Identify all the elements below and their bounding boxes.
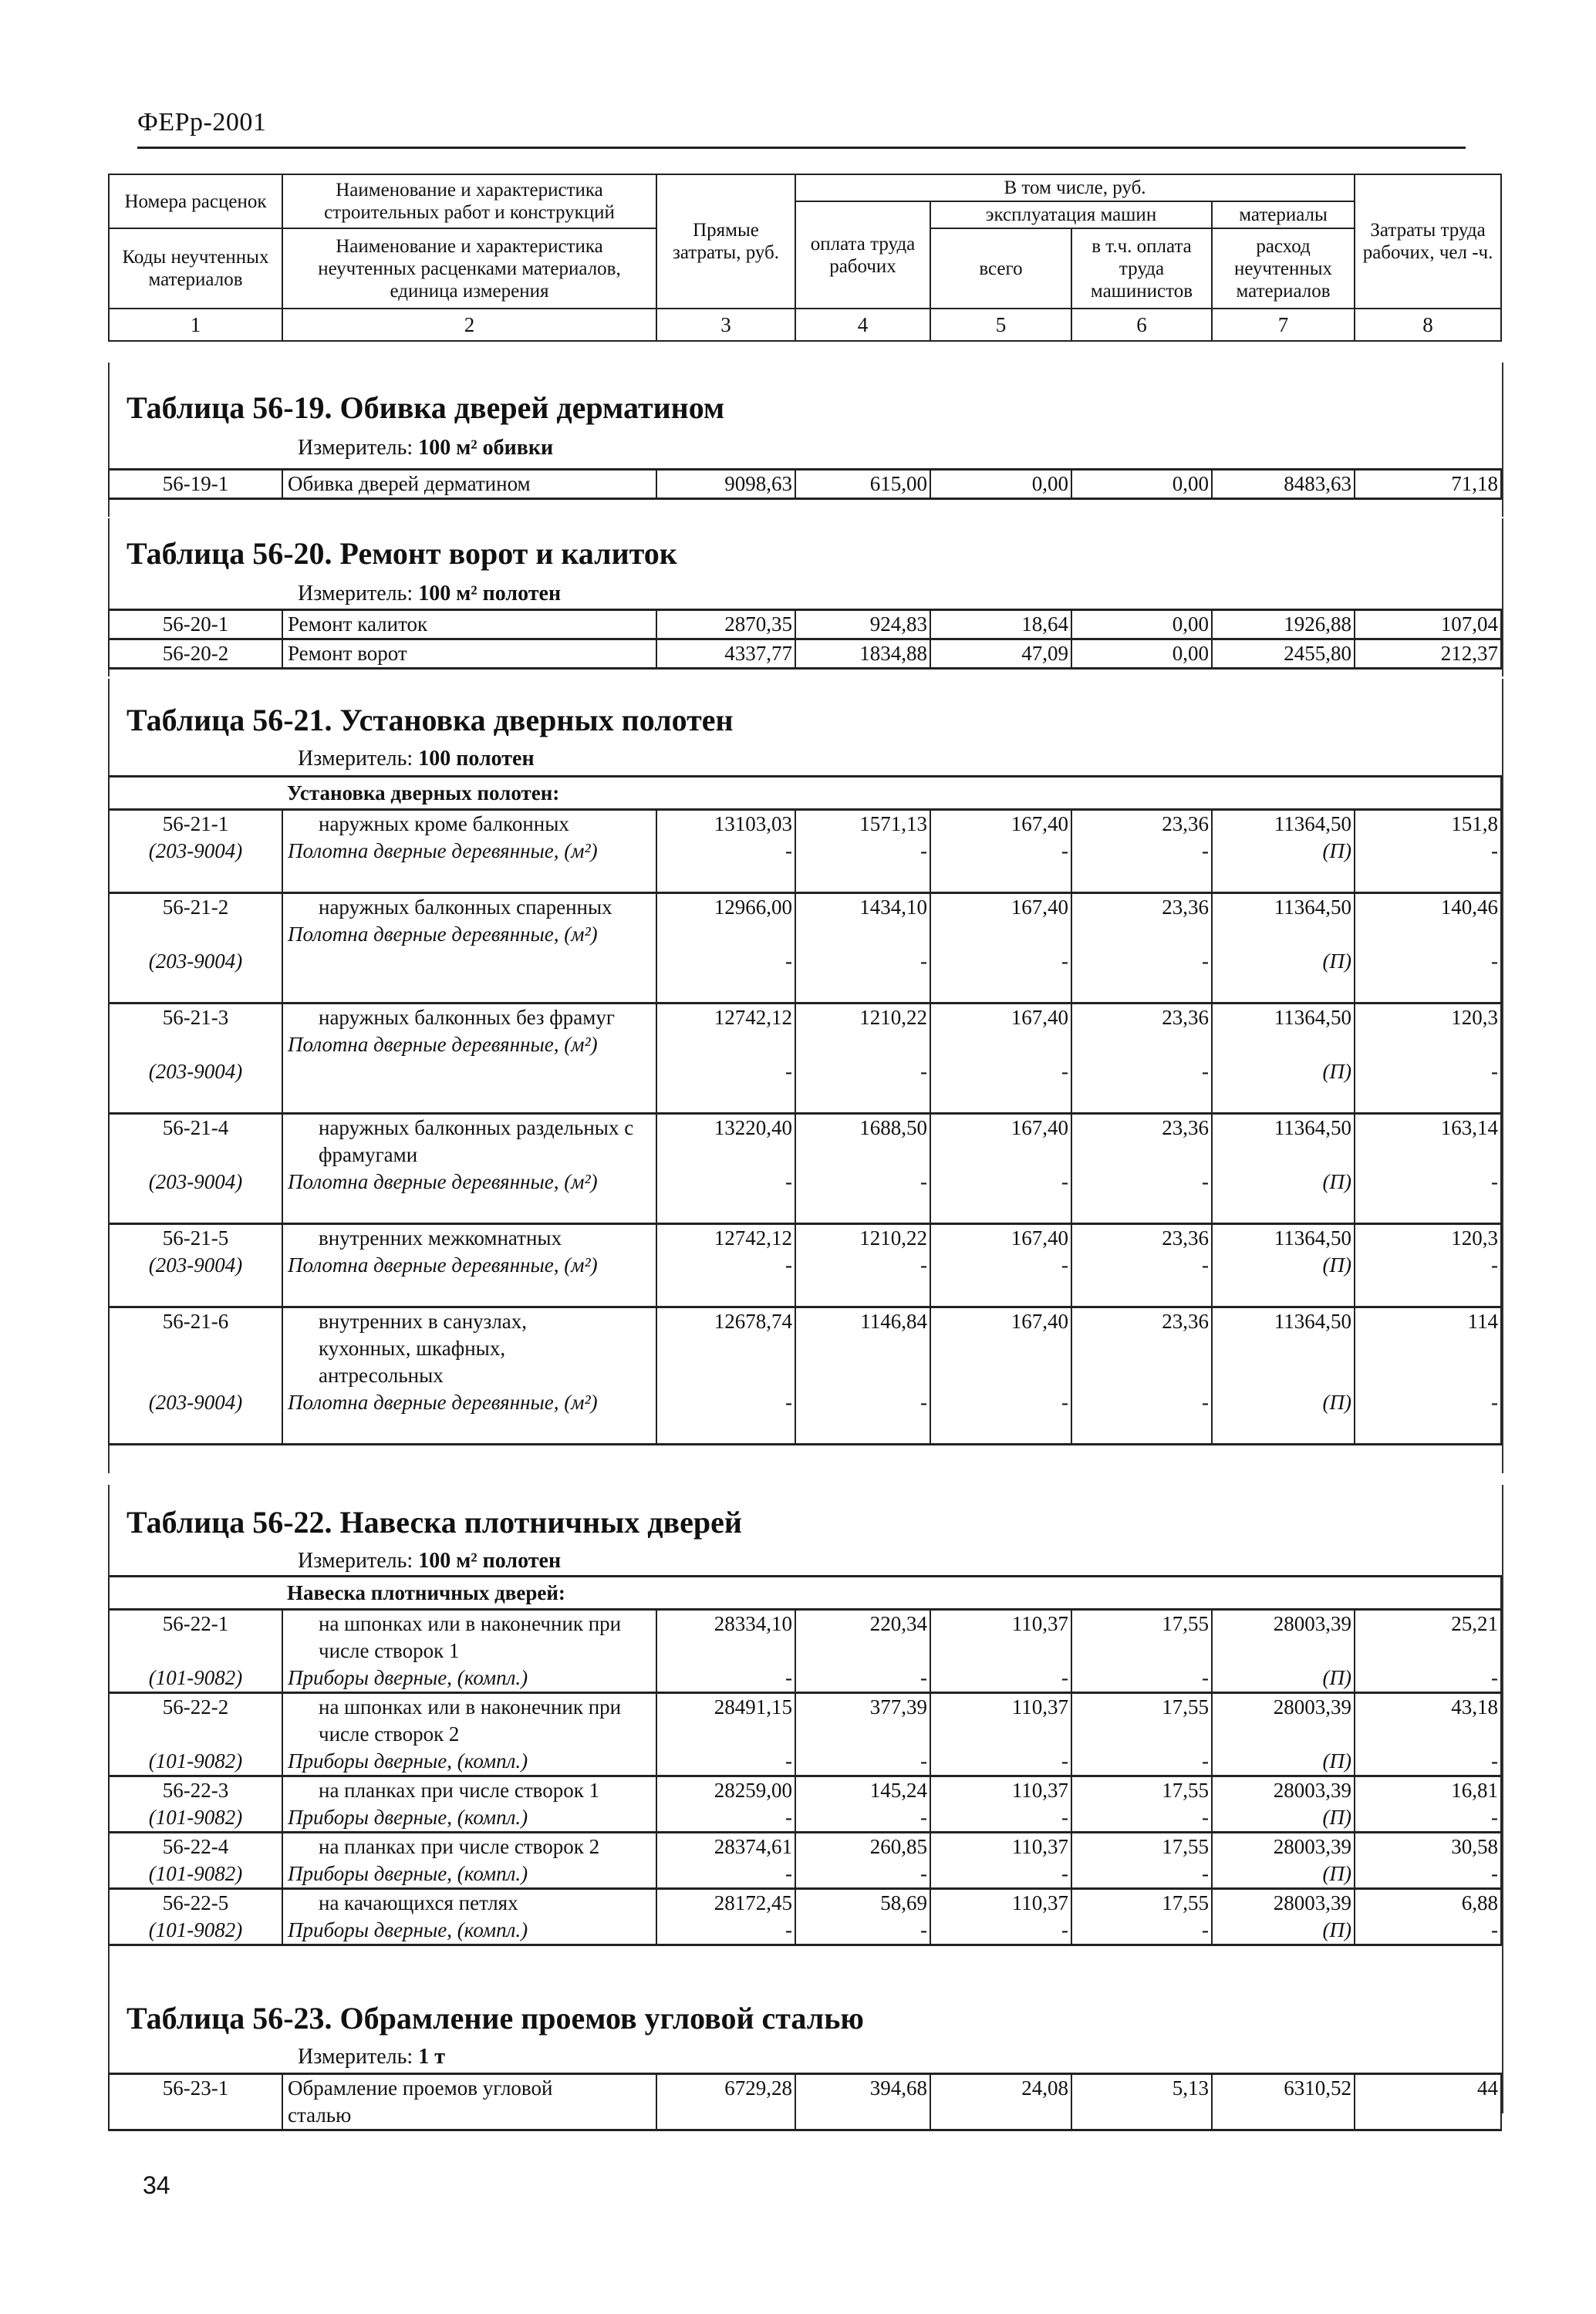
table-unit: Измеритель: 100 м² полотен <box>298 1549 562 1573</box>
table-row <box>109 470 1501 499</box>
direct-costs: 12742,12 <box>714 1226 792 1250</box>
material-code: (101-9082) <box>148 1749 243 1773</box>
col-number: 8 <box>1355 309 1501 341</box>
labor-hours: 44 <box>1355 2074 1501 2130</box>
material-code: (203-9004) <box>148 1253 243 1277</box>
table-row: 56-22-2 (101-9082) на шпонках или в наконечник при числе створок 2 Приборы дверные, (компл.) 28491,15 - 377,39 - 110,37 - 17,55 - 28003,39 (П) 43,18 - <box>109 1693 1501 1776</box>
table-row: 56-22-3 (101-9082) на планках при числе створок 1 Приборы дверные, (компл.) 28259,00 - 145,24 - 110,37 - 17,55 - 28003,39 (П) 16,81 - <box>109 1776 1501 1833</box>
worker-pay: 145,24 <box>869 1779 927 1802</box>
machinist-pay: 5,13 <box>1071 2074 1212 2130</box>
table-row: 56-21-5 (203-9004) внутренних межкомнатных Полотна дверные деревянные, (м²) 12742,12 - 1210,22 - 167,40 - 23,36 - 11364,50 (П) 120,3 - <box>109 1224 1501 1307</box>
direct-costs: 4337,77 <box>656 639 795 669</box>
material-name: Приборы дверные, (компл.) <box>288 1918 528 1941</box>
labor-hours: 25,21 <box>1451 1612 1499 1635</box>
direct-costs: 28374,61 <box>714 1835 792 1858</box>
col-number: 4 <box>795 309 930 341</box>
group-heading: Установка дверных полотен: <box>282 777 1501 810</box>
col-number: 2 <box>282 309 656 341</box>
table-56-20 <box>108 518 1500 676</box>
table-unit: Измеритель: 100 м² полотен <box>298 582 562 605</box>
machines-total: 167,40 <box>1011 1116 1068 1139</box>
table-row <box>109 610 1501 639</box>
rate-code: 56-20-1 <box>109 610 282 639</box>
material-name: Приборы дверные, (компл.) <box>288 1666 528 1689</box>
rates-table <box>108 775 1502 1445</box>
worker-pay: 260,85 <box>869 1835 927 1858</box>
materials: 28003,39 <box>1273 1779 1351 1802</box>
group-row <box>109 1577 1501 1610</box>
labor-hours: 163,14 <box>1440 1116 1499 1139</box>
table-row: 56-22-1 (101-9082) на шпонках или в наконечник при числе створок 1 Приборы дверные, (компл.) 28334,10 - 220,34 - 110,37 - 17,55 - 28003,39 (П) 25,21 - <box>109 1610 1501 1693</box>
col-number: 6 <box>1071 309 1212 341</box>
rate-name: Обрамление проемов угловой сталью <box>282 2074 656 2130</box>
header-machinist-pay: в т.ч. оплата труда машинистов <box>1071 228 1212 309</box>
direct-costs: 9098,63 <box>656 470 795 499</box>
machinist-pay: 17,55 <box>1162 1835 1209 1858</box>
labor-hours: 107,04 <box>1355 610 1501 639</box>
table-row: 56-21-3 (203-9004) наружных балконных без фрамуг Полотна дверные деревянные, (м²) 12742,12 - 1210,22 - 167,40 - 23,36 - 11364,50 (П) 120,3 - <box>109 1004 1501 1114</box>
material-name: Полотна дверные деревянные, (м²) <box>288 839 598 862</box>
material-flag: (П) <box>1322 1170 1351 1193</box>
direct-costs: 2870,35 <box>656 610 795 639</box>
header-rate-numbers: Номера расценок <box>109 174 282 228</box>
rate-name: Ремонт калиток <box>282 610 656 639</box>
material-code: (203-9004) <box>148 1170 243 1193</box>
header-material-usage: расход неучтенных материалов <box>1212 228 1355 309</box>
table-row <box>109 639 1501 669</box>
worker-pay: 394,68 <box>795 2074 930 2130</box>
machinist-pay: 17,55 <box>1162 1612 1209 1635</box>
table-row: 56-22-5 (101-9082) на качающихся петлях Приборы дверные, (компл.) 28172,45 - 58,69 - 110,37 - 17,55 - 28003,39 (П) 6,88 - <box>109 1889 1501 1945</box>
material-code: (203-9004) <box>148 950 243 973</box>
group-row <box>109 777 1501 810</box>
labor-hours: 140,46 <box>1440 896 1499 919</box>
materials: 8483,63 <box>1212 470 1355 499</box>
table-56-23 <box>108 1948 1500 2127</box>
machines-total: 167,40 <box>1011 1310 1068 1333</box>
table-unit: Измеритель: 100 м² обивки <box>298 436 554 460</box>
rate-name: наружных балконных без фрамуг <box>319 1006 615 1029</box>
materials: 11364,50 <box>1274 1116 1351 1139</box>
rate-name: на планках при числе створок 2 <box>319 1835 600 1858</box>
header-work-name: Наименование и характеристика строительных работ и конструкций <box>282 174 656 228</box>
material-flag: (П) <box>1322 1918 1351 1941</box>
machinist-pay: 23,36 <box>1162 896 1209 919</box>
rate-code: 56-21-3 <box>162 1006 229 1029</box>
table-unit: Измеритель: 1 т <box>298 2045 445 2069</box>
table-title: Таблица 56-19. Обивка дверей дерматином <box>127 390 725 425</box>
rate-code: 56-21-6 <box>162 1310 229 1333</box>
materials: 28003,39 <box>1273 1695 1351 1719</box>
rate-code: 56-22-5 <box>162 1891 229 1914</box>
labor-hours: 30,58 <box>1451 1835 1499 1858</box>
table-title: Таблица 56-23. Обрамление проемов угловой сталью <box>127 2001 864 2036</box>
machinist-pay: 17,55 <box>1162 1891 1209 1914</box>
running-head: ФЕРр-2001 <box>137 108 267 137</box>
worker-pay: 1146,84 <box>860 1310 927 1333</box>
machines-total: 167,40 <box>1011 1226 1068 1250</box>
direct-costs: 28491,15 <box>714 1695 792 1719</box>
labor-hours: 151,8 <box>1451 812 1499 835</box>
col-number: 7 <box>1212 309 1355 341</box>
material-code: (101-9082) <box>148 1918 243 1941</box>
rate-code: 56-22-2 <box>162 1695 229 1719</box>
rate-code: 56-21-1 <box>162 812 229 835</box>
material-name: Полотна дверные деревянные, (м²) <box>288 1170 598 1193</box>
worker-pay: 1434,10 <box>859 896 927 919</box>
direct-costs: 12742,12 <box>714 1006 792 1029</box>
direct-costs: 13220,40 <box>714 1116 792 1139</box>
rate-code: 56-22-4 <box>162 1835 229 1858</box>
materials: 11364,50 <box>1274 1310 1351 1333</box>
table-row: 56-22-4 (101-9082) на планках при числе створок 2 Приборы дверные, (компл.) 28374,61 - 260,85 - 110,37 - 17,55 - 28003,39 (П) 30,58 - <box>109 1833 1501 1889</box>
table-row <box>109 2074 1501 2130</box>
header-worker-pay: оплата труда рабочих <box>795 201 930 309</box>
machines-total: 110,37 <box>1011 1779 1068 1802</box>
materials: 28003,39 <box>1273 1891 1351 1914</box>
rates-table <box>108 2073 1502 2131</box>
labor-hours: 212,37 <box>1355 639 1501 669</box>
table-row: 56-21-1 (203-9004) наружных кроме балконных Полотна дверные деревянные, (м²) 13103,03 - 1571,13 - 167,40 - 23,36 - 11364,50 (П) 151,8 - <box>109 810 1501 893</box>
table-56-22 <box>108 1485 1500 1948</box>
worker-pay: 220,34 <box>869 1612 927 1635</box>
materials: 28003,39 <box>1273 1612 1351 1635</box>
machines-total: 167,40 <box>1011 896 1068 919</box>
header-materials: материалы <box>1212 201 1355 228</box>
material-flag: (П) <box>1322 1060 1351 1083</box>
machinist-pay: 17,55 <box>1162 1695 1209 1719</box>
materials: 2455,80 <box>1212 639 1355 669</box>
col-number: 3 <box>656 309 795 341</box>
machines-total: 18,64 <box>930 610 1071 639</box>
rate-code: 56-19-1 <box>109 470 282 499</box>
rate-code: 56-22-1 <box>162 1612 229 1635</box>
material-flag: (П) <box>1322 1806 1351 1829</box>
column-header <box>108 174 1500 342</box>
materials: 11364,50 <box>1274 1006 1351 1029</box>
worker-pay: 615,00 <box>795 470 930 499</box>
worker-pay: 1571,13 <box>859 812 927 835</box>
machines-total: 24,08 <box>930 2074 1071 2130</box>
worker-pay: 1210,22 <box>859 1006 927 1029</box>
table-title: Таблица 56-20. Ремонт ворот и калиток <box>127 536 677 571</box>
machinist-pay: 0,00 <box>1071 639 1212 669</box>
rate-name: на качающихся петлях <box>319 1891 518 1914</box>
rate-code: 56-21-2 <box>162 896 229 919</box>
table-56-21 <box>108 679 1500 1473</box>
material-flag: (П) <box>1322 1749 1351 1773</box>
header-material-names: Наименование и характеристика неучтенных расценками материалов, единица измерения <box>282 228 656 309</box>
labor-hours: 6,88 <box>1461 1891 1499 1914</box>
labor-hours: 16,81 <box>1451 1779 1499 1802</box>
table-title: Таблица 56-22. Навеска плотничных дверей <box>127 1505 742 1540</box>
machines-total: 167,40 <box>1011 812 1068 835</box>
material-name: Приборы дверные, (компл.) <box>288 1862 528 1885</box>
rate-name: наружных балконных спаренных <box>319 896 612 919</box>
labor-hours: 120,3 <box>1451 1006 1499 1029</box>
header-machines: эксплуатация машин <box>930 201 1212 228</box>
header-rule <box>137 147 1466 149</box>
direct-costs: 28259,00 <box>714 1779 792 1802</box>
page-number: 34 <box>143 2171 170 2199</box>
materials: 11364,50 <box>1274 896 1351 919</box>
machines-total: 47,09 <box>930 639 1071 669</box>
machines-total: 110,37 <box>1011 1695 1068 1719</box>
table-row: 56-21-4 (203-9004) наружных балконных раздельных с фрамугами Полотна дверные деревянные, (м²) 13220,40 - 1688,50 - 167,40 - 23,36 - 11364,50 (П) 163,14 - <box>109 1114 1501 1224</box>
labor-hours: 71,18 <box>1355 470 1501 499</box>
header-labor-hours: Затраты труда рабочих, чел -ч. <box>1355 174 1501 309</box>
material-code: (101-9082) <box>148 1862 243 1885</box>
machinist-pay: 0,00 <box>1071 610 1212 639</box>
table-unit: Измеритель: 100 полотен <box>298 747 535 771</box>
col-number: 1 <box>109 309 282 341</box>
material-name: Полотна дверные деревянные, (м²) <box>288 1391 598 1414</box>
machinist-pay: 0,00 <box>1071 470 1212 499</box>
header-machines-total: всего <box>930 228 1071 309</box>
machinist-pay: 23,36 <box>1162 812 1209 835</box>
material-name: Полотна дверные деревянные, (м²) <box>288 1253 598 1277</box>
rates-table <box>108 1575 1502 1946</box>
worker-pay: 924,83 <box>795 610 930 639</box>
rate-name: на планках при числе створок 1 <box>319 1779 600 1802</box>
material-name: Приборы дверные, (компл.) <box>288 1806 528 1829</box>
material-code: (101-9082) <box>148 1806 243 1829</box>
materials: 1926,88 <box>1212 610 1355 639</box>
rate-name: на шпонках или в наконечник при числе створок 1 <box>319 1612 622 1662</box>
rate-name: внутренних межкомнатных <box>319 1226 562 1250</box>
table-row: 56-21-6 (203-9004) внутренних в санузлах, кухонных, шкафных, антресольных Полотна дверные деревянные, (м²) 12678,74 - 1146,84 - 167,40 - 23,36 - 11364,50 (П) 114 - <box>109 1307 1501 1445</box>
material-code: (203-9004) <box>148 1391 243 1414</box>
labor-hours: 43,18 <box>1451 1695 1499 1719</box>
material-name: Полотна дверные деревянные, (м²) <box>288 1033 598 1056</box>
material-code: (203-9004) <box>148 839 243 862</box>
rate-code: 56-21-5 <box>162 1226 229 1250</box>
machinist-pay: 17,55 <box>1162 1779 1209 1802</box>
machines-total: 167,40 <box>1011 1006 1068 1029</box>
worker-pay: 58,69 <box>880 1891 927 1914</box>
rate-name: Обивка дверей дерматином <box>282 470 656 499</box>
machines-total: 110,37 <box>1011 1891 1068 1914</box>
material-flag: (П) <box>1322 1391 1351 1414</box>
material-flag: (П) <box>1322 950 1351 973</box>
rate-code: 56-20-2 <box>109 639 282 669</box>
table-title: Таблица 56-21. Установка дверных полотен <box>127 703 734 737</box>
machinist-pay: 23,36 <box>1162 1226 1209 1250</box>
worker-pay: 1834,88 <box>795 639 930 669</box>
material-flag: (П) <box>1322 1253 1351 1277</box>
col-number: 5 <box>930 309 1071 341</box>
machines-total: 110,37 <box>1011 1612 1068 1635</box>
materials: 28003,39 <box>1273 1835 1351 1858</box>
material-flag: (П) <box>1322 1862 1351 1885</box>
machines-total: 0,00 <box>930 470 1071 499</box>
labor-hours: 114 <box>1467 1310 1499 1333</box>
worker-pay: 377,39 <box>869 1695 927 1719</box>
direct-costs: 6729,28 <box>656 2074 795 2130</box>
materials: 6310,52 <box>1212 2074 1355 2130</box>
machinist-pay: 23,36 <box>1162 1006 1209 1029</box>
labor-hours: 120,3 <box>1451 1226 1499 1250</box>
header-material-codes: Коды неучтенных материалов <box>109 228 282 309</box>
group-heading: Навеска плотничных дверей: <box>282 1577 1501 1610</box>
worker-pay: 1688,50 <box>859 1116 927 1139</box>
rate-name: внутренних в санузлах, кухонных, шкафных, антресольных <box>319 1310 528 1387</box>
material-name: Полотна дверные деревянные, (м²) <box>288 923 598 946</box>
material-name: Приборы дверные, (компл.) <box>288 1749 528 1773</box>
table-56-19 <box>108 363 1500 517</box>
material-flag: (П) <box>1322 839 1351 862</box>
material-code: (101-9082) <box>148 1666 243 1689</box>
rates-table <box>108 609 1502 670</box>
direct-costs: 13103,03 <box>714 812 792 835</box>
rate-code: 56-21-4 <box>162 1116 229 1139</box>
rate-code: 56-22-3 <box>162 1779 229 1802</box>
rate-name: наружных балконных раздельных с фрамугами <box>319 1116 634 1166</box>
rate-name: на шпонках или в наконечник при числе створок 2 <box>319 1695 622 1746</box>
machines-total: 110,37 <box>1011 1835 1068 1858</box>
header-including: В том числе, руб. <box>795 174 1355 201</box>
rate-name: Ремонт ворот <box>282 639 656 669</box>
material-code: (203-9004) <box>148 1060 243 1083</box>
rate-code: 56-23-1 <box>109 2074 282 2130</box>
direct-costs: 12966,00 <box>714 896 792 919</box>
machinist-pay: 23,36 <box>1162 1310 1209 1333</box>
direct-costs: 12678,74 <box>714 1310 792 1333</box>
machinist-pay: 23,36 <box>1162 1116 1209 1139</box>
rates-table <box>108 468 1502 500</box>
table-row: 56-21-2 (203-9004) наружных балконных спаренных Полотна дверные деревянные, (м²) 12966,00 - 1434,10 - 167,40 - 23,36 - 11364,50 (П) 140,46 - <box>109 893 1501 1004</box>
rate-name: наружных кроме балконных <box>319 812 569 835</box>
header-direct-costs: Прямые затраты, руб. <box>656 174 795 309</box>
materials: 11364,50 <box>1274 1226 1351 1250</box>
worker-pay: 1210,22 <box>859 1226 927 1250</box>
materials: 11364,50 <box>1274 812 1351 835</box>
direct-costs: 28334,10 <box>714 1612 792 1635</box>
direct-costs: 28172,45 <box>714 1891 792 1914</box>
material-flag: (П) <box>1322 1666 1351 1689</box>
